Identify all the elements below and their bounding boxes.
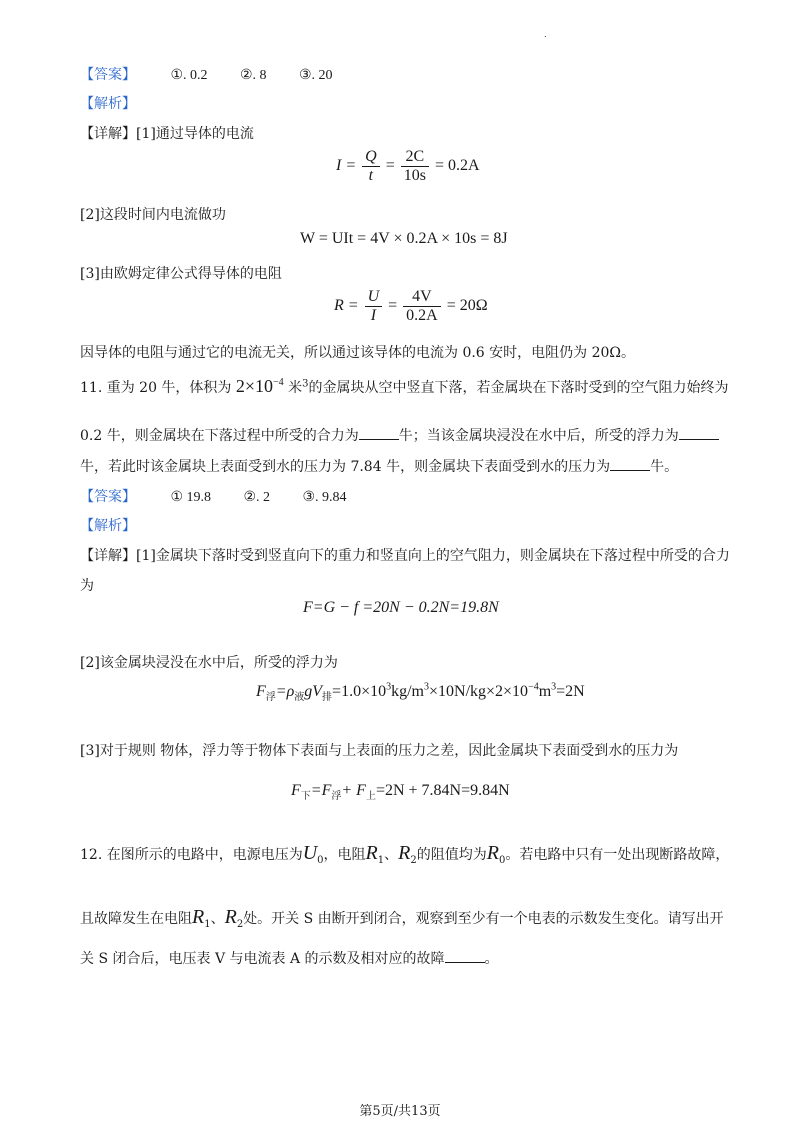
numerator: 2C <box>405 148 425 165</box>
q12-line2 <box>80 906 724 929</box>
eq-lhs: R = <box>334 297 359 315</box>
answer-tag: 【答案】 <box>80 67 136 83</box>
unit: 米 <box>288 380 303 396</box>
q10-step3: [3]由欧姆定律公式得导体的电阻 <box>80 266 282 282</box>
exp: 3 <box>423 681 429 693</box>
sub: 0 <box>498 854 506 866</box>
q10-step2: [2]这段时间内电流做功 <box>80 207 226 223</box>
exp: 3 <box>551 681 557 693</box>
answer-2: ②. 2 <box>243 490 271 505</box>
volume-math <box>236 376 284 396</box>
fraction-u-i <box>365 288 383 325</box>
r0-symbol: R <box>486 842 499 864</box>
r1-symbol: R <box>192 906 205 928</box>
answer-blank-1[interactable] <box>359 427 399 440</box>
text: 的金属块从空中竖直下落，若金属块在下落时受到的空气阻力始终为 <box>308 380 729 396</box>
q12-line1 <box>80 842 729 865</box>
r2-symbol: R <box>398 842 411 864</box>
text: 关 S 闭合后，电压表 V 与电流表 A 的示数及相对应的故障 <box>80 951 445 967</box>
numerator: Q <box>365 148 377 165</box>
sep: 、 <box>384 847 399 863</box>
q11-line3 <box>80 456 678 476</box>
text: 牛；当该金属块浸没在水中后，所受的浮力为 <box>398 428 679 444</box>
text: 11. 重为 20 牛，体积为 <box>80 380 232 396</box>
denominator: I <box>365 306 383 325</box>
r1-symbol: R <box>365 842 378 864</box>
numerator: 4V <box>412 288 432 305</box>
value: =1.0×10 <box>332 683 387 700</box>
answer-tag: 【答案】 <box>80 489 136 505</box>
value: ×10N/kg×2×10 <box>428 683 529 700</box>
q10-conclusion: 因导体的电阻与通过它的电流无关，所以通过该导体的电流为 0.6 安时，电阻仍为 20Ω。 <box>80 345 636 361</box>
eq-rhs: = 20Ω <box>446 297 488 315</box>
q11-step1 <box>80 545 730 565</box>
q11-equation-buoyancy <box>256 681 585 704</box>
q11-line2 <box>80 425 719 445</box>
eq-rhs: = 0.2A <box>434 157 480 175</box>
numerator: U <box>367 288 380 305</box>
sub: 0 <box>317 854 324 866</box>
q10-equation-resistance <box>334 288 488 325</box>
sep: 、 <box>210 911 225 927</box>
text: 12. 在图所示的电路中，电源电压为 <box>80 847 303 863</box>
text: 牛。 <box>650 459 679 475</box>
rho: =ρ <box>275 683 295 700</box>
equals: = <box>388 297 398 315</box>
exponent: −4 <box>273 377 284 388</box>
q11-equation-net-force: F=G − f =20N − 0.2N=19.8N <box>303 599 499 616</box>
text: 的阻值均为 <box>416 847 487 863</box>
force: + F <box>341 782 366 799</box>
fraction-values <box>401 148 429 185</box>
q11-step3: [3]对于规则 物体，浮力等于物体下表面与上表面的压力之差，因此金属块下表面受到水的压力为 <box>80 743 679 759</box>
sub: 2 <box>236 918 244 930</box>
base: 2×10 <box>235 376 274 396</box>
q12-line3 <box>80 948 499 968</box>
q10-analysis-tag: 【解析】 <box>80 96 136 112</box>
q11-step2: [2]该金属块浸没在水中后，所受的浮力为 <box>80 655 338 671</box>
q11-answer-row <box>80 486 347 506</box>
corner-mark: . <box>544 30 547 39</box>
sub: 液 <box>294 692 305 704</box>
page-footer: 第5页/共13页 <box>359 1104 441 1119</box>
q11-equation-bottom-pressure <box>291 782 510 803</box>
detail-tag: 【详解】 <box>80 126 136 142</box>
fraction-values <box>403 288 441 325</box>
q10-equation-current <box>336 148 480 185</box>
exp: −4 <box>528 681 539 693</box>
sub: 1 <box>377 854 385 866</box>
text: ，电阻 <box>323 847 366 863</box>
answer-blank-q12[interactable] <box>445 950 485 963</box>
sub: 2 <box>410 854 417 866</box>
text: 且故障发生在电阻 <box>80 911 192 927</box>
text: 。若电路中只有一处出现断路故障， <box>505 847 730 863</box>
sub: 浮 <box>265 692 276 704</box>
answer-blank-2[interactable] <box>679 427 719 440</box>
exp: 3 <box>386 681 392 693</box>
answer-3: ③. 20 <box>298 68 333 83</box>
sub: 下 <box>300 791 311 803</box>
q11-step1-cont: 为 <box>80 578 94 594</box>
text: 0.2 牛，则金属块在下落过程中所受的合力为 <box>80 428 359 444</box>
fraction-q-t <box>362 148 380 185</box>
result: =2N <box>556 683 585 700</box>
denominator: t <box>362 166 380 185</box>
step1-text: [1]金属块下落时受到竖直向下的重力和竖直向上的空气阻力，则金属块在下落过程中所受的合力 <box>136 548 730 564</box>
step1-text: [1]通过导体的电流 <box>136 126 254 142</box>
text: 。 <box>484 951 499 967</box>
unit-exp: 3 <box>302 378 309 390</box>
q11-line1 <box>80 376 729 397</box>
eq-lhs: I = <box>336 157 357 175</box>
unit: kg/m <box>391 683 424 700</box>
sub: 排 <box>322 692 333 704</box>
sub: 上 <box>365 791 376 803</box>
q10-answer-row <box>80 64 333 84</box>
detail-tag: 【详解】 <box>80 548 136 564</box>
answer-1: ①. 0.2 <box>170 68 208 83</box>
text: 牛，若此时该金属块上表面受到水的压力为 7.84 牛，则金属块下表面受到水的压力为 <box>80 459 611 475</box>
result: =2N + 7.84N=9.84N <box>375 782 510 799</box>
force: =F <box>310 782 332 799</box>
answer-2: ②. 8 <box>239 68 267 83</box>
sub: 1 <box>204 918 211 930</box>
voltage-symbol: U <box>302 842 318 864</box>
answer-3: ③. 9.84 <box>302 490 347 505</box>
denominator: 10s <box>401 166 429 185</box>
force: F <box>256 683 266 700</box>
answer-blank-3[interactable] <box>610 458 650 471</box>
r2-symbol: R <box>224 906 237 928</box>
q10-step1 <box>80 123 254 143</box>
gv: gV <box>304 683 323 700</box>
unit: m <box>538 683 552 700</box>
force: F <box>291 782 301 799</box>
text: 处。开关 S 由断开到闭合，观察到至少有一个电表的示数发生变化。请写出开 <box>243 911 724 927</box>
q11-analysis-tag: 【解析】 <box>80 518 136 534</box>
equals: = <box>385 157 395 175</box>
denominator: 0.2A <box>403 306 441 325</box>
sub: 浮 <box>331 791 342 803</box>
answer-1: ① 19.8 <box>170 490 212 505</box>
q10-equation-work: W = UIt = 4V × 0.2A × 10s = 8J <box>300 230 508 247</box>
